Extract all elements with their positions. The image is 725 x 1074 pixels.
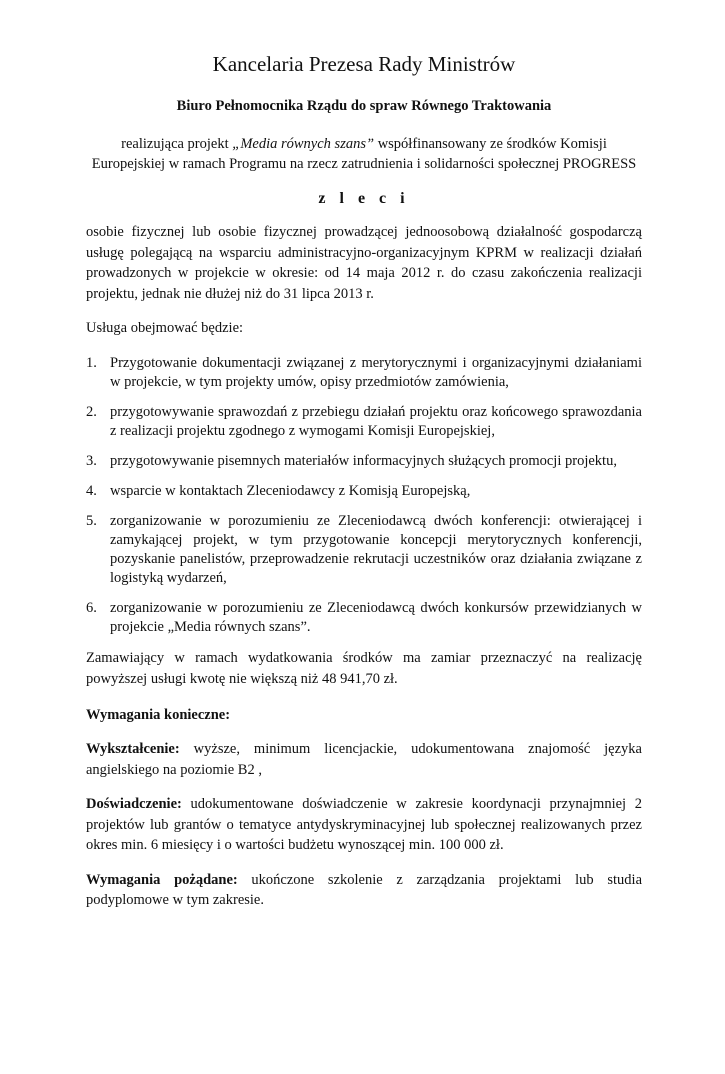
- list-item-number: 2.: [86, 404, 97, 420]
- list-item-text: zorganizowanie w porozumieniu ze Zleceniodawcą dwóch konkursów przewidzianych w projekcie „Media równych szans”.: [110, 600, 642, 635]
- requirements-heading: Wymagania konieczne:: [86, 707, 231, 723]
- experience-requirement: [86, 794, 642, 856]
- zleci-heading: z l e c i: [318, 190, 410, 207]
- list-item-text: przygotowywanie sprawozdań z przebiegu działań projektu oraz końcowego sprawozdania z realizacji projektu zgodnego z wymogami Komisji Europejskiej,: [110, 404, 642, 439]
- list-item-number: 1.: [86, 355, 97, 371]
- list-item: [86, 403, 642, 441]
- desired-requirement: [86, 870, 642, 911]
- experience-text: udokumentowane doświadczenie w zakresie koordynacji przynajmniej 2 projektów lub grantów o tematyce antydyskryminacyjnej lub społecznej realizowanych przez okres min. 6 miesięcy i o wartości budżetu wynoszącej min. 100 000 zł.: [86, 796, 642, 853]
- intro-paragraph: [86, 134, 642, 174]
- education-text: wyższe, minimum licencjackie, udokumentowana znajomość języka angielskiego na poziomie B2 ,: [86, 741, 642, 778]
- list-item-text: wsparcie w kontaktach Zleceniodawcy z Komisją Europejską,: [110, 483, 471, 499]
- document-page: [0, 50, 725, 1074]
- list-item-number: 5.: [86, 513, 97, 529]
- list-item: [86, 599, 642, 637]
- list-item: [86, 354, 642, 392]
- list-item-number: 6.: [86, 600, 97, 616]
- list-item-number: 3.: [86, 453, 97, 469]
- intro-before: realizująca projekt: [121, 136, 233, 152]
- education-label: Wykształcenie:: [86, 741, 180, 757]
- page-title: Kancelaria Prezesa Rady Ministrów: [212, 52, 516, 76]
- list-item-text: przygotowywanie pisemnych materiałów informacyjnych służących promocji projektu,: [110, 453, 617, 469]
- list-item-number: 4.: [86, 483, 97, 499]
- list-item: [86, 512, 642, 588]
- list-item: [86, 482, 642, 501]
- body-paragraph: osobie fizycznej lub osobie fizycznej prowadzącej jednoosobową działalność gospodarczą usługę polegającą na wsparciu administracyjno-organizacyjnym KPRM w realizacji działań prowadzonych w projekcie w okresie: od 14 maja 2012 r. do czasu zakończenia realizacji projektu, jednak nie dłużej niż do 31 lipca 2013 r.: [86, 224, 642, 302]
- budget-paragraph: Zamawiający w ramach wydatkowania środków ma zamiar przeznaczyć na realizację powyższej usługi kwotę nie większą niż 48 941,70 zł.: [86, 650, 642, 687]
- intro-after: współfinansowany ze środków Komisji Europejskiej w ramach Programu na rzecz zatrudnienia i solidarności społecznej PROGRESS: [91, 136, 637, 172]
- list-item-text: zorganizowanie w porozumieniu ze Zleceniodawcą dwóch konferencji: otwierającej i zamykającej projekt, w tym przygotowanie koncepcji merytorycznych konferencji, pozyskanie panelistów, przeprowadzenie rekrutacji uczestników oraz działania związane z logistyką wydarzeń,: [110, 513, 642, 586]
- education-requirement: [86, 739, 642, 780]
- project-name: „Media równych szans”: [232, 136, 375, 152]
- desired-label: Wymagania pożądane:: [86, 871, 238, 888]
- scope-list: [86, 354, 642, 637]
- list-item-text: Przygotowanie dokumentacji związanej z merytorycznymi i organizacyjnymi działaniami w projekcie, w tym projekty umów, opisy przedmiotów zamówienia,: [110, 355, 642, 390]
- scope-intro: Usługa obejmować będzie:: [86, 320, 244, 336]
- desired-text: ukończone szkolenie z zarządzania projektami lub studia podyplomowe w tym zakresie.: [86, 871, 643, 908]
- experience-label: Doświadczenie:: [86, 796, 182, 812]
- list-item: [86, 452, 642, 471]
- page-subtitle: Biuro Pełnomocnika Rządu do spraw Równego Traktowania: [176, 98, 552, 114]
